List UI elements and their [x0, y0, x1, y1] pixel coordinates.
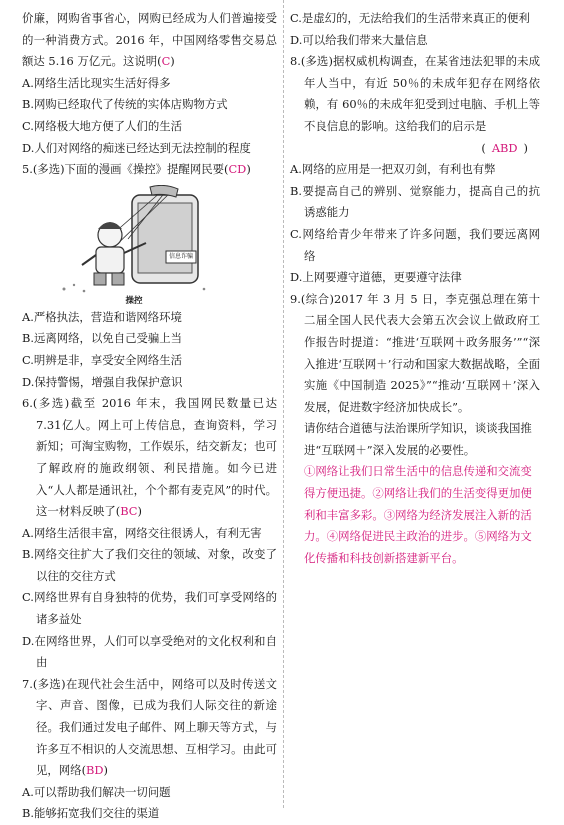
question-4-continuation — [22, 8, 277, 73]
question-7-stem — [22, 674, 277, 782]
question-8-paren-close: ) — [523, 140, 528, 155]
cartoon-sign-label: 信息诈骗 — [168, 252, 193, 260]
question-4-option-b: B.网购已经取代了传统的实体店购物方式 — [22, 97, 228, 112]
cartoon-caption: 操控 — [125, 295, 143, 306]
question-6-option-d: D.在网络世界，人们可以享受绝对的文化权利和自由 — [22, 633, 277, 670]
question-4-option-a: A.网络生活比现实生活好得多 — [22, 75, 171, 90]
question-7-text: 7.(多选)在现代社会生活中，网络可以及时传送文字、声音、图像，已成为我们人际交往的新途径。我们通过发电子邮件、网上聊天等方式，与许多互不相识的人交流思想、互相学习。由此可见，网络( — [22, 676, 277, 778]
question-6-paren-close: ) — [137, 504, 142, 519]
question-8-paren-open: ( — [481, 140, 486, 155]
question-8-stem: 8.(多选)据权威机构调查，在某省违法犯罪的未成年人当中，有近 50％的未成年犯存在网络依赖，有 60％的未成年犯受到过电脑、手机上等不良信息的影响。这给我们的启示是 — [290, 54, 540, 133]
question-5-paren-close: ) — [246, 162, 251, 177]
question-8-option-a: A.网络的应用是一把双刃剑，有利也有弊 — [290, 162, 496, 177]
question-6-option-a: A.网络生活很丰富，网络交往很诱人，有利无害 — [22, 525, 262, 540]
question-7-option-b: B.能够拓宽我们交往的渠道 — [22, 806, 160, 821]
question-4-paren-close: ) — [170, 54, 175, 69]
question-4-option-c: C.网络极大地方便了人们的生活 — [22, 118, 183, 133]
question-4-option-d: D.人们对网络的痴迷已经达到无法控制的程度 — [22, 140, 251, 155]
question-5-option-b: B.远离网络，以免自己受骗上当 — [22, 331, 183, 346]
question-7-paren-close: ) — [103, 763, 108, 778]
question-6-option-c: C.网络世界有自身独特的优势，我们可享受网络的诸多益处 — [22, 590, 277, 627]
question-5-option-d: D.保持警惕，增强自我保护意识 — [22, 374, 183, 389]
question-7-option-c: C.是虚幻的，无法给我们的生活带来真正的便利 — [290, 11, 530, 25]
question-8-option-d: D.上网要遵守道德，更要遵守法律 — [290, 270, 462, 285]
question-7-option-d: D.可以给我们带来大量信息 — [290, 32, 428, 47]
right-column — [290, 8, 540, 569]
question-8-option-b: B.要提高自己的辨别、觉察能力，提高自己的抗诱惑能力 — [290, 183, 540, 220]
question-9-ask: 请你结合道德与法治课所学知识，谈谈我国推进“互联网＋”深入发展的必要性。 — [304, 421, 532, 457]
question-7-answer: BD — [86, 763, 104, 778]
question-9-stem: 9.(综合)2017 年 3 月 5 日，李克强总理在第十二届全国人民代表大会第五次会议上做政府工作报告时提道：“推进‘互联网＋政务服务’”“深入推进‘互联网＋’行动和国家大数据战略，全面实施《中国制造 2025》”“推动‘互联网＋’深入发展，促进数字经济加快成长”。 — [290, 291, 540, 414]
question-5-option-a: A.严格执法，营造和谐网络环境 — [22, 309, 182, 324]
question-6-answer: BC — [120, 504, 138, 519]
question-6-option-b: B.网络交往扩大了我们交往的领域、对象，改变了以往的交往方式 — [22, 547, 277, 583]
question-7-option-a: A.可以帮助我们解决一切问题 — [22, 784, 171, 799]
question-9-answer: ①网络让我们日常生活中的信息传递和交流变得方便迅捷。②网络让我们的生活变得更加便利和丰富多彩。③网络为经济发展注入新的活力。④网络促进民主政治的进步。⑤网络为文化传播和科技创新搭建新平台。 — [304, 464, 532, 565]
question-6-stem — [22, 393, 277, 523]
question-5-text: 5.(多选)下面的漫画《操控》提醒网民要( — [22, 162, 229, 177]
left-column — [22, 8, 277, 825]
question-4-answer: C — [161, 54, 171, 69]
question-5-option-c: C.明辨是非，享受安全网络生活 — [22, 352, 183, 367]
question-8-option-c: C.网络给青少年带来了许多问题，我们要远离网络 — [290, 226, 540, 263]
question-8-answer: ABD — [491, 140, 518, 155]
column-divider — [283, 0, 284, 808]
question-5-stem — [22, 159, 277, 181]
question-6-text: 6.(多选)截至 2016 年末，我国网民数量已达 7.31亿人。网上可上传信息，查询资料，学习新知；可淘宝购物，工作娱乐，结交新友；也可了解政府的施政纲领、利民措施。如今已进入“人人都是通讯社，个个都有麦克风”的时代。这一材料反映了( — [22, 396, 277, 519]
cartoon-manipulation-image — [54, 185, 214, 295]
question-5-answer: CD — [228, 162, 247, 177]
cartoon-illustration — [54, 185, 214, 295]
question-8-answer-line — [290, 138, 540, 160]
question-4-text: 价廉，网购省事省心，网购已经成为人们普遍接受的一种消费方式。2016 年，中国网络零售交易总额达 5.16 万亿元。这说明( — [22, 11, 277, 69]
